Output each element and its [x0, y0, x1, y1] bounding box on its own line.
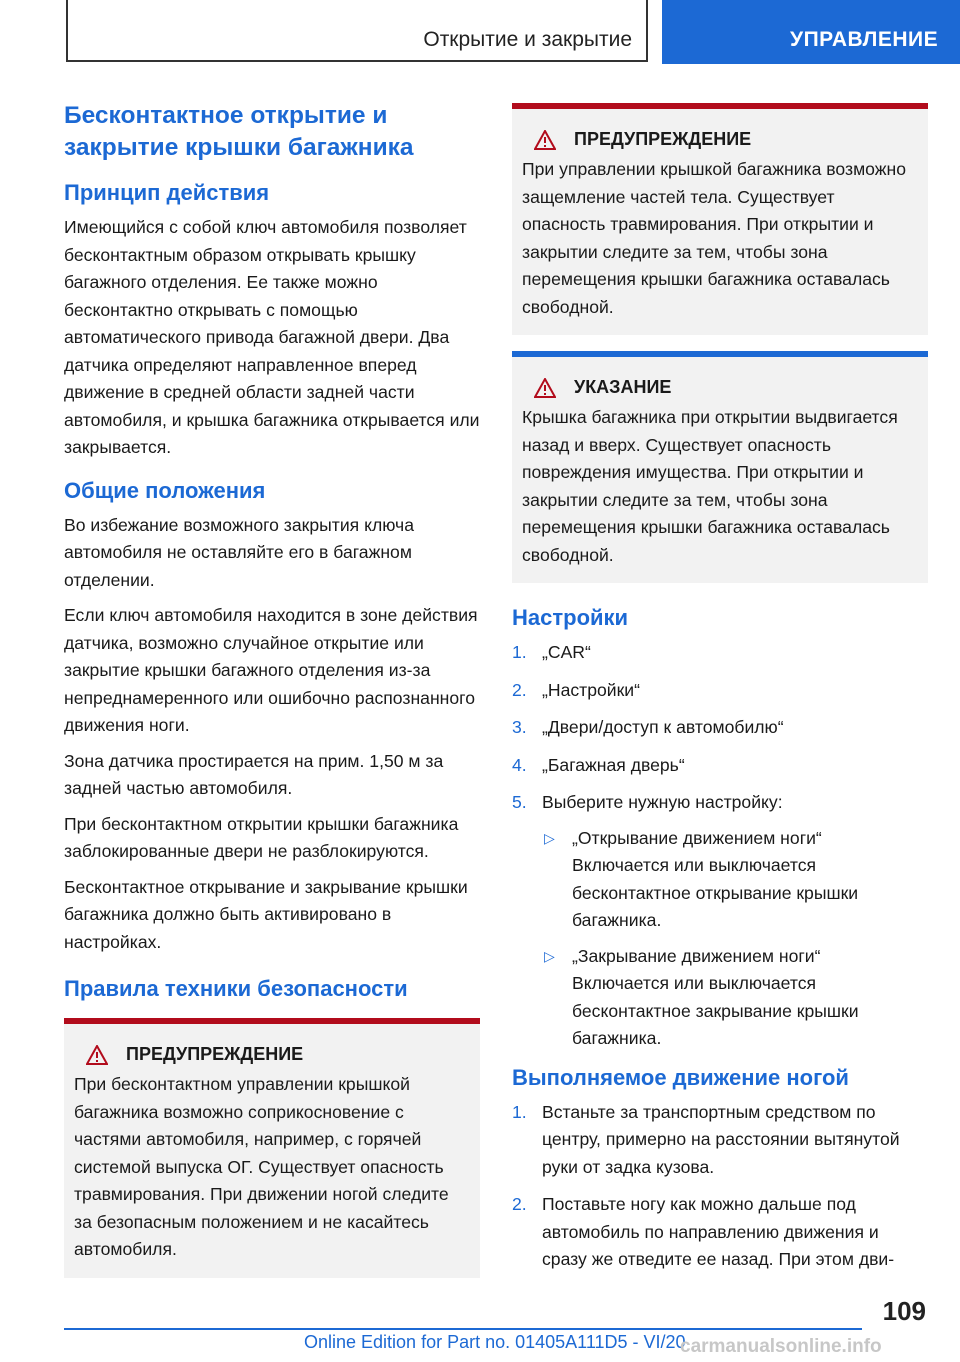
sub-item: ▷ „Закрывание движением ноги“ Включается или выключается бесконтактное закрывание крышки багажника. [542, 943, 928, 1053]
header-section-box [66, 0, 648, 62]
paragraph-general-1: Во избежание возможного закрытия ключа автомобиля не оставляйте его в багажном отделении. [64, 514, 415, 590]
header-chapter-tab [662, 0, 960, 64]
motion-list [512, 1099, 928, 1274]
heading-safety: Правила техники безопасности [64, 976, 408, 1001]
header-section-title: Открытие и закрытие [423, 28, 632, 51]
warning-text-1: При бесконтактном управлении крышкой багажника возможно соприкосновение с частями автомобиля, например, с горячей системой выпуска ОГ. Существует опасность травмирования. При движении ногой следите за безопасным положением и не касайтесь автомобиля. [74, 1074, 449, 1259]
paragraph-general-3: Зона датчика простирается на прим. 1,50 м за задней частью автомобиля. [64, 750, 444, 798]
heading-principle: Принцип действия [64, 180, 270, 205]
heading-settings: Настройки [512, 605, 629, 630]
watermark: carmanualsonline.info [680, 1336, 882, 1357]
list-item: 3. „Двери/доступ к автомобилю“ [512, 717, 784, 737]
caution-triangle-icon [534, 378, 556, 398]
footer-divider [64, 1328, 862, 1330]
warning-box-1 [64, 1018, 480, 1278]
list-item: 2. Поставьте ногу как можно дальше под автомобиль по направлению движения и сразу же отведите ее назад. При этом дви- [512, 1194, 895, 1269]
paragraph-principle: Имеющийся с собой ключ автомобиля позволяет бесконтактным образом открывать крышку багажного отделения. Ее также можно бесконтактно открывать с помощью автоматического привода багажной двери. Два датчика определяют направленное вперед движение в средней области задней части автомобиля, и крышка багажника открывается или закрывается. [64, 217, 480, 457]
heading-general: Общие положения [64, 477, 266, 503]
warning-text-2: При управлении крышкой багажника возможно защемление частей тела. Существует опасность травмирования. При открытии и закрытии следите за тем, чтобы зона перемещения крышки багажника оставалась свободной. [522, 159, 907, 317]
note-title: УКАЗАНИЕ [574, 377, 672, 397]
page-number: 109 [882, 1296, 926, 1326]
list-item: 5. Выберите нужную настройку: ▷ „Открывание движением ноги“ Включается или выключается бесконтактное открывание крышки багажника. ▷ „Закрывание движением ноги“ Включается или выключается бесконтактное закрывание крышки багажника. [512, 789, 928, 1053]
triangle-bullet-icon: ▷ [544, 829, 555, 846]
warning-triangle-icon [86, 1045, 108, 1065]
warning-title-1: ПРЕДУПРЕЖДЕНИЕ [126, 1044, 304, 1064]
header-chapter-title: УПРАВЛЕНИЕ [790, 28, 939, 51]
sub-item: ▷ „Открывание движением ноги“ Включается или выключается бесконтактное открывание крышки багажника. [542, 825, 928, 935]
left-column [64, 100, 480, 1294]
settings-sublist [542, 825, 928, 1053]
list-item: 1. Встаньте за транспортным средством по центру, примерно на расстоянии вытянутой руки от задка кузова. [512, 1101, 900, 1177]
footer-edition: Online Edition for Part no. 01405A111D5 - VI/20 [304, 1332, 686, 1352]
paragraph-general-2: Если ключ автомобиля находится в зоне действия датчика, возможно случайное открытие или закрытие крышки багажного отделения из-за непреднамеренного или ошибочно распознанного движения ноги. [64, 605, 478, 735]
right-column [512, 103, 928, 1284]
page-title: Бесконтактное открытие и закрытие крышки багажника [64, 102, 414, 161]
settings-list [512, 639, 928, 1053]
list-item: 4. „Багажная дверь“ [512, 754, 685, 775]
note-text: Крышка багажника при открытии выдвигается назад и вверх. Существует опасность повреждения имущества. При открытии и закрытии следите за тем, чтобы зона перемещения крышки багажника оставалась свободной. [522, 407, 898, 565]
paragraph-general-4: При бесконтактном открытии крышки багажника заблокированные двери не разблокируются. [64, 813, 459, 861]
warning-box-2 [512, 103, 928, 335]
note-box [512, 351, 928, 583]
list-item: 1. „CAR“ [512, 642, 591, 662]
list-item: 2. „Настройки“ [512, 679, 640, 700]
heading-motion: Выполняемое движение ногой [512, 1064, 849, 1090]
triangle-bullet-icon: ▷ [544, 947, 555, 964]
warning-title-2: ПРЕДУПРЕЖДЕНИЕ [574, 129, 752, 149]
warning-triangle-icon [534, 130, 556, 150]
paragraph-general-5: Бесконтактное открывание и закрывание крышки багажника должно быть активировано в настройках. [64, 876, 468, 952]
